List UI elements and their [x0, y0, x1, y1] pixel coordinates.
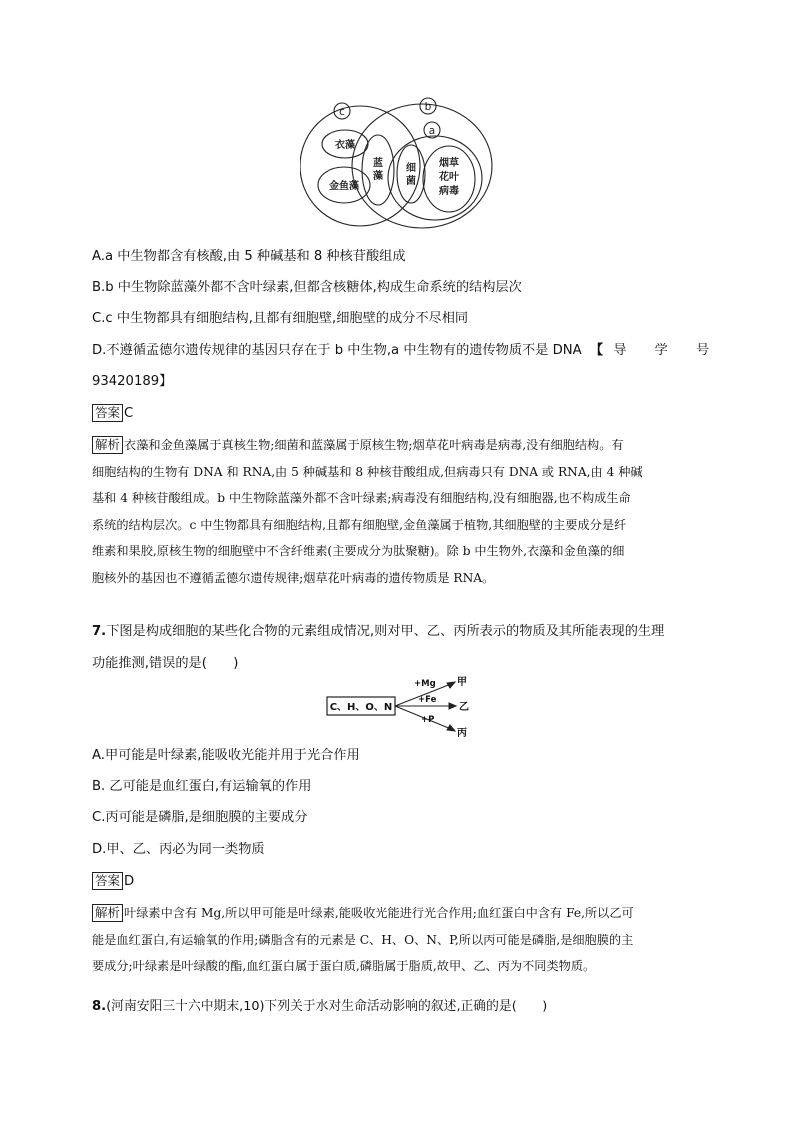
output-jia: 甲	[457, 677, 467, 688]
q6-option-a: A.a 中生物都含有核酸,由 5 种碱基和 8 种核苷酸组成	[92, 249, 406, 264]
q7-answer-row	[92, 872, 134, 891]
analysis-label: 解析	[92, 436, 123, 454]
q6-ref-number: 93420189】	[92, 374, 173, 389]
virus-label-1: 烟草	[439, 158, 459, 169]
yizao-label: 衣藻	[335, 140, 355, 151]
label-a: a	[428, 125, 436, 137]
q6-analysis-line-1: 解析 衣藻和金鱼藻属于真核生物;细菌和蓝藻属于原核生物;烟草花叶病毒是病毒,没有细胞结构。有	[92, 432, 698, 459]
q6-option-b: B.b 中生物除蓝藻外都不含叶绿素,但都含核糖体,构成生命系统的结构层次	[92, 280, 522, 295]
q7-option-d: D.甲、乙、丙必为同一类物质	[92, 842, 265, 857]
q6-analysis-line-5: 维素和果胶,原核生物的细胞壁中不含纤维素(主要成分为肽聚糖)。除 b 中生物外,衣藻和金鱼藻的细	[92, 544, 625, 559]
lanzao-label-2: 藻	[373, 171, 383, 182]
ref-bracket: 【	[589, 343, 603, 358]
q7-answer: D	[124, 874, 135, 889]
virus-label-3: 病毒	[439, 186, 459, 197]
lanzao-label-1: 蓝	[373, 158, 383, 169]
q6-option-d	[92, 342, 721, 360]
q7-analysis-line-1: 解析 叶绿素中含有 Mg,所以甲可能是叶绿素,能吸收光能进行光合作用;血红蛋白中含有 Fe,所以乙可	[92, 900, 698, 927]
q7-analysis-line-2: 能是血红蛋白,有运输氧的作用;磷脂含有的元素是 C、H、O、N、P,所以丙可能是磷脂,是细胞膜的主	[92, 932, 634, 947]
virus-label-2: 花叶	[439, 172, 459, 183]
q7-option-b: B. 乙可能是血红蛋白,有运输氧的作用	[92, 779, 312, 794]
q7-stem-line-1: 7.下图是构成细胞的某些化合物的元素组成情况,则对甲、乙、丙所表示的物质及其所能表现的生理	[92, 624, 665, 639]
q6-option-d-text: D.不遵循孟德尔遗传规律的基因只存在于 b 中生物,a 中生物有的遗传物质不是 DNA	[92, 343, 582, 358]
q6-analysis-line-2: 细胞结构的生物有 DNA 和 RNA,由 5 种碱基和 8 种核苷酸组成,但病毒只有 DNA 或 RNA,由 4 种碱	[92, 464, 643, 479]
q6-analysis-line-3: 基和 4 种核苷酸组成。b 中生物除蓝藻外都不含叶绿素;病毒没有细胞结构,没有细胞器,也不构成生命	[92, 491, 631, 506]
q7-option-c: C.丙可能是磷脂,是细胞膜的主要成分	[92, 810, 308, 825]
q6-option-c: C.c 中生物都具有细胞结构,且都有细胞壁,细胞壁的成分不尽相同	[92, 311, 469, 326]
q7-number: 7.	[92, 624, 107, 639]
analysis-label: 解析	[92, 904, 123, 922]
q8-number: 8.	[92, 999, 107, 1014]
answer-label: 答案	[92, 872, 123, 890]
xijun-label-2: 菌	[406, 176, 416, 187]
elements-box-label: C、H、O、N	[329, 702, 393, 713]
venn-diagram	[300, 92, 500, 232]
jinyuzao-label: 金鱼藻	[329, 181, 359, 192]
label-b: b	[424, 101, 432, 113]
output-yi: 乙	[459, 702, 469, 713]
arrow-mg-label: +Mg	[414, 679, 436, 689]
arrow-p-label: +P	[421, 715, 435, 725]
q6-analysis-line-6: 胞核外的基因也不遵循孟德尔遗传规律;烟草花叶病毒的遗传物质是 RNA。	[92, 570, 495, 585]
answer-label: 答案	[92, 404, 123, 422]
q6-answer-row	[92, 404, 133, 423]
q6-analysis	[92, 432, 698, 592]
q6-analysis-line-4: 系统的结构层次。c 中生物都具有细胞结构,且都有细胞壁,金鱼藻属于植物,其细胞壁的主要成分是纤	[92, 517, 627, 532]
element-diagram	[326, 672, 476, 740]
output-bing: 丙	[457, 728, 467, 739]
q8-stem: 8.(河南安阳三十六中期末,10)下列关于水对生命活动影响的叙述,正确的是( )	[92, 999, 548, 1014]
q7-analysis-line-3: 要成分;叶绿素是叶绿酸的酯,血红蛋白属于蛋白质,磷脂属于脂质,故甲、乙、丙为不同类物质。	[92, 959, 596, 974]
label-c: c	[339, 106, 345, 118]
arrow-fe-label: +Fe	[418, 695, 437, 705]
q6-answer: C	[124, 406, 134, 421]
xijun-label-1: 细	[406, 163, 416, 174]
q7-option-a: A.甲可能是叶绿素,能吸收光能并用于光合作用	[92, 748, 360, 763]
q7-analysis	[92, 900, 698, 980]
xijun-ellipse	[397, 145, 425, 203]
ref-label: 导 学 号	[613, 343, 722, 358]
q7-stem-line-2: 功能推测,错误的是( )	[92, 656, 239, 671]
